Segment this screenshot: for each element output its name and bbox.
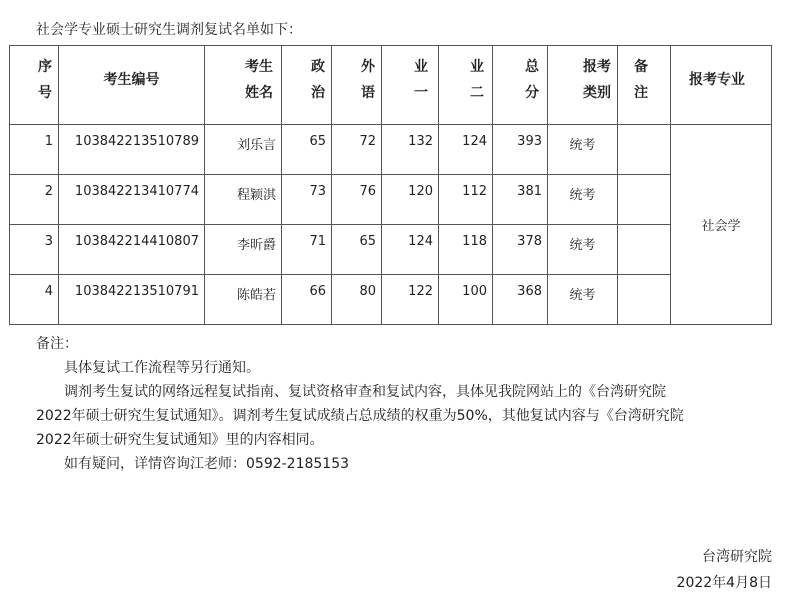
cell-remark [618,225,671,275]
cell-foreign: 76 [332,175,382,225]
table-row [10,275,772,325]
header-seq: 序 号 [10,46,59,125]
table-row [10,225,772,275]
cell-major1: 122 [382,275,439,325]
notes-section [36,332,776,476]
signature-block [677,544,772,596]
cell-major1: 132 [382,125,439,175]
signature-date: 2022年4月8日 [676,575,772,591]
table-row [10,175,772,225]
header-remark: 备 注 [618,46,671,125]
candidate-table [9,45,772,325]
cell-total: 378 [493,225,548,275]
notes-line-2c: 2022年硕士研究生复试通知》里的内容相同。 [36,432,324,448]
cell-exam-id: 103842213410774 [59,175,205,225]
header-category: 报考 类别 [548,46,618,125]
table-row [10,125,772,175]
cell-politics: 65 [282,125,332,175]
cell-major2: 118 [439,225,493,275]
cell-category: 统考 [548,175,618,225]
cell-foreign: 72 [332,125,382,175]
table-header-row [10,46,772,125]
cell-exam-id: 103842213510791 [59,275,205,325]
notes-line-1: 具体复试工作流程等另行通知。 [64,360,260,376]
cell-exam-id: 103842214410807 [59,225,205,275]
header-total: 总 分 [493,46,548,125]
cell-seq: 2 [10,175,59,225]
cell-politics: 66 [282,275,332,325]
notes-line-2a: 调剂考生复试的网络远程复试指南、复试资格审查和复试内容，具体见我院网站上的《台湾研究院 [64,384,666,400]
cell-remark [618,125,671,175]
cell-total: 368 [493,275,548,325]
cell-category: 统考 [548,275,618,325]
header-major1: 业 一 [382,46,439,125]
notes-line-2b: 2022年硕士研究生复试通知》。调剂考生复试成绩占总成绩的权重为50%，其他复试内容与《台湾研究院 [36,408,684,424]
cell-category: 统考 [548,225,618,275]
cell-seq: 1 [10,125,59,175]
cell-major2: 124 [439,125,493,175]
cell-foreign: 80 [332,275,382,325]
cell-name: 程颖淇 [205,175,282,225]
cell-foreign: 65 [332,225,382,275]
header-name: 考生 姓名 [205,46,282,125]
cell-total: 393 [493,125,548,175]
cell-remark [618,175,671,225]
header-exam-id: 考生编号 [59,46,205,125]
cell-seq: 3 [10,225,59,275]
notes-line-3: 如有疑问，详情咨询江老师：0592-2185153 [64,456,350,472]
cell-major2: 112 [439,175,493,225]
cell-seq: 4 [10,275,59,325]
cell-category: 统考 [548,125,618,175]
cell-major: 社会学 [671,125,772,325]
cell-major1: 124 [382,225,439,275]
header-major: 报考专业 [671,46,772,125]
signature-org: 台湾研究院 [702,549,772,565]
cell-name: 陈皓若 [205,275,282,325]
cell-politics: 73 [282,175,332,225]
header-politics: 政 治 [282,46,332,125]
cell-major2: 100 [439,275,493,325]
notes-heading: 备注： [36,336,78,352]
cell-total: 381 [493,175,548,225]
header-major2: 业 二 [439,46,493,125]
header-foreign: 外 语 [332,46,382,125]
cell-name: 李昕爵 [205,225,282,275]
cell-major1: 120 [382,175,439,225]
cell-name: 刘乐言 [205,125,282,175]
intro-text: 社会学专业硕士研究生调剂复试名单如下： [36,22,302,38]
cell-remark [618,275,671,325]
cell-exam-id: 103842213510789 [59,125,205,175]
cell-politics: 71 [282,225,332,275]
